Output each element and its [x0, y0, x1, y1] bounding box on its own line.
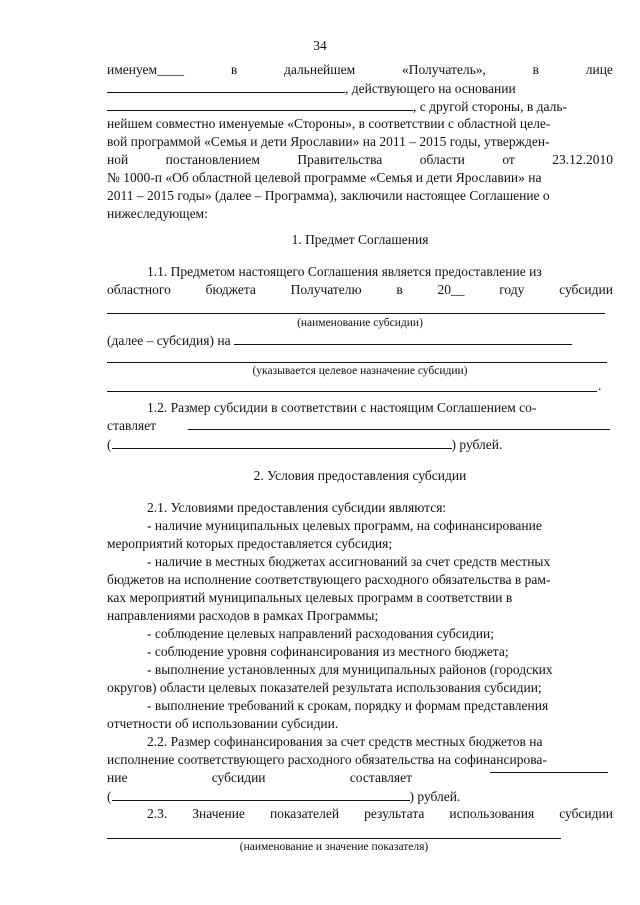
word: ной — [107, 152, 129, 167]
clause-1-2-line-1: 1.2. Размер субсидии в соответствии с настоящим Соглашением со- — [147, 400, 537, 415]
word: 20__ — [437, 282, 465, 297]
bullet-6-line-2: отчетности об использовании субсидии. — [107, 716, 339, 731]
clause-1-1-line-2 — [107, 282, 613, 298]
intro-line-9: нижеследующем: — [107, 206, 208, 221]
word: от — [502, 152, 515, 167]
cofinancing-amount-line — [490, 772, 608, 773]
clause-2-2-line-1: 2.2. Размер софинансирования за счет средств местных бюджетов на — [147, 734, 543, 749]
caption-indicator: (наименование и значение показателя) — [239, 841, 429, 853]
clause-2-1: 2.1. Условиями предоставления субсидии являются: — [147, 500, 447, 515]
word: использования — [449, 806, 535, 821]
section-1-title: 1. Предмет Соглашения — [291, 232, 429, 247]
word: ставляет — [107, 418, 157, 433]
word: областного — [107, 282, 171, 297]
bullet-1-line-1: - наличие муниципальных целевых программ, на софинансирование — [147, 518, 542, 533]
purpose-line — [107, 362, 607, 363]
paren: ( — [107, 789, 112, 804]
rubles-label: ) рублей. — [409, 789, 461, 804]
bullet-2-line-4: направлениями расходов в рамках Программы; — [107, 608, 379, 623]
bullet-2-line-3: ках мероприятий муниципальных целевых программ в соответствии в — [107, 590, 513, 605]
intro-line-5: вой программой «Семья и дети Ярославии» на 2011 – 2015 годы, утвержден- — [107, 134, 550, 149]
word: ние — [107, 770, 128, 785]
word: субсидии — [559, 806, 613, 821]
word: постановлением — [165, 152, 260, 167]
clause-1-1-line-1: 1.1. Предметом настоящего Соглашения является предоставление из — [147, 264, 542, 279]
blank-field — [112, 788, 410, 801]
indicator-line — [107, 838, 561, 839]
caption-purpose: (указывается целевое назначение субсидии) — [252, 365, 468, 377]
word: году — [499, 282, 525, 297]
blank-field — [112, 436, 452, 449]
section-2-title: 2. Условия предоставления субсидии — [253, 468, 467, 483]
intro-line-2 — [107, 80, 613, 97]
word: в — [396, 282, 403, 297]
word: показателей — [269, 806, 340, 821]
intro-line-4: нейшем совместно именуемые «Стороны», в соответствии с областной целе- — [107, 116, 551, 131]
word: Значение — [192, 806, 245, 821]
bullet-1-line-2: мероприятий которых предоставляется субсидия; — [107, 536, 393, 551]
bullet-4: - соблюдение уровня софинансирования из местного бюджета; — [147, 644, 509, 659]
bullet-5-line-1: - выполнение установленных для муниципальных районов (городских — [147, 662, 553, 677]
clause-2-2-line-4 — [107, 788, 613, 805]
intro-line-7: № 1000-п «Об областной целевой программе «Семья и дети Ярославии» на — [107, 170, 542, 185]
clause-2-2-line-3 — [107, 770, 412, 786]
intro-text: , с другой стороны, в даль- — [413, 99, 567, 114]
caption-subsidy-name: (наименование субсидии) — [297, 317, 423, 329]
word: именуем____ — [107, 62, 185, 77]
word: 23.12.2010 — [552, 152, 613, 167]
bullet-2-line-1: - наличие в местных бюджетах ассигнований за счет средств местных — [147, 554, 551, 569]
word: составляет — [349, 770, 412, 785]
intro-line-8: 2011 – 2015 годы» (далее – Программа), заключили настоящее Соглашение о — [107, 188, 550, 203]
word: в — [532, 62, 539, 77]
paren: ( — [107, 437, 112, 452]
word: Правительства — [297, 152, 383, 167]
word: «Получатель», — [401, 62, 486, 77]
intro-line-1 — [107, 62, 613, 78]
rubles-label: ) рублей. — [451, 437, 503, 452]
intro-line-6 — [107, 152, 613, 168]
bullet-3: - соблюдение целевых направлений расходования субсидии; — [147, 626, 494, 641]
word: 2.3. — [147, 806, 168, 821]
word: области — [419, 152, 465, 167]
clause-2-3 — [107, 806, 613, 822]
end-period: . — [598, 378, 602, 393]
word: Получателю — [290, 282, 362, 297]
word: субсидии — [211, 770, 266, 785]
word: дальнейшем — [283, 62, 356, 77]
bullet-5-line-2: округов) области целевых показателей результата использования субсидии; — [107, 680, 542, 695]
purpose-line-2 — [107, 391, 597, 392]
clause-1-2-line-2 — [107, 418, 613, 434]
intro-text: , действующего на основании — [345, 81, 516, 96]
intro-line-3 — [107, 98, 613, 115]
blank-field — [107, 80, 345, 93]
subsidy-prefix: (далее – субсидия) на — [107, 333, 231, 348]
clause-1-1-line-4 — [107, 332, 613, 349]
word: лице — [585, 62, 613, 77]
subsidy-name-line — [107, 313, 605, 314]
bullet-6-line-1: - выполнение требований к срокам, порядку и формам представления — [147, 698, 549, 713]
blank-field — [234, 332, 572, 345]
clause-2-2-line-2: исполнение соответствующего расходного обязательства на софинансирова- — [107, 752, 547, 767]
amount-line — [188, 429, 610, 430]
word: субсидии — [559, 282, 613, 297]
page-number: 34 — [313, 38, 327, 53]
word: результата — [364, 806, 425, 821]
clause-1-2-line-3 — [107, 436, 613, 453]
word: бюджета — [205, 282, 256, 297]
blank-field — [107, 98, 413, 111]
word: в — [230, 62, 238, 77]
bullet-2-line-2: бюджетов на исполнение соответствующего расходного обязательства в рам- — [107, 572, 551, 587]
